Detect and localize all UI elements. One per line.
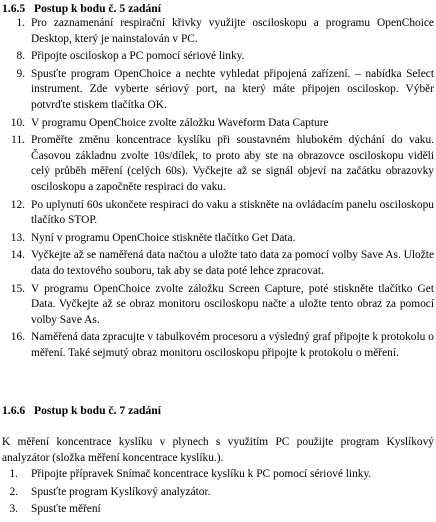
list-item — [0, 198, 436, 229]
list-item-number: 11. — [11, 134, 25, 147]
list-item-text: Po uplynutí 60s ukončete respiraci do vaku a stiskněte na ovládacím panelu osciloskopu tlačítko STOP. — [31, 198, 434, 227]
list-item-number: 1. — [16, 17, 25, 29]
list-item-number: 16. — [10, 331, 25, 344]
list-item-text: Vyčkejte až se naměřená data načtou a uložte tato data za pomocí volby Save As. Uložte data do textového souboru, tak aby se data poté lehce zpracovat. — [31, 249, 434, 277]
list-item — [0, 485, 436, 501]
list-item — [0, 282, 436, 329]
procedure-list-1 — [0, 16, 436, 363]
list-item — [0, 502, 436, 518]
list-item — [0, 16, 436, 47]
list-item — [0, 467, 436, 483]
list-item-text: Spusťte měření — [31, 503, 101, 516]
list-item — [0, 116, 436, 132]
list-item — [0, 133, 436, 195]
list-item-number: 1. — [9, 468, 18, 480]
list-item-text: Pro zaznamenání respirační křivky využijte osciloskopu a programu OpenChoice Desktop, který je nainstalován v PC. — [31, 17, 434, 45]
list-item-text: Naměřená data zpracujte v tabulkovém procesoru a výsledný graf připojte k protokolu o měření. Také sejmutý obraz monitoru osciloskopu připojte k protokolu o měření. — [31, 331, 434, 359]
list-item-text: V programu OpenChoice zvolte záložku Waveform Data Capture — [31, 116, 329, 129]
list-item-number: 15. — [10, 282, 25, 295]
list-item-number: 2. — [9, 485, 18, 498]
procedure-list-2 — [0, 467, 436, 520]
list-item — [0, 248, 436, 279]
section-number: 1.6.6 — [2, 404, 26, 417]
list-item-text: Připojte přípravek Snímač koncentrace kyslíku k PC pomocí sériové linky. — [31, 468, 372, 480]
list-item — [0, 231, 436, 247]
list-item — [0, 49, 436, 65]
list-item-number: 12. — [10, 198, 25, 211]
section-title: Postup k bodu č. 7 zadání — [34, 404, 161, 417]
list-item-number: 13. — [10, 231, 25, 244]
section-title: Postup k bodu č. 5 zadání — [34, 2, 161, 15]
section-number: 1.6.5 — [2, 2, 26, 15]
list-item-number: 8. — [16, 50, 25, 63]
list-item-number: 10. — [10, 116, 25, 129]
list-item-text: Spusťte program Kyslíkový analyzátor. — [31, 485, 211, 498]
list-item-text: Připojte osciloskop a PC pomocí sériové linky. — [31, 50, 245, 63]
list-item-number: 9. — [16, 67, 25, 80]
list-item-text: Proměřte změnu koncentrace kyslíku při soustavném hlubokém dýchání do vaku. Časovou základnu zvolte 10s/dílek, to proto aby ste na obrazovce osciloskopu viděli celý průběh měření (celých 60s). Vyčkejte až se signál objeví na začátku obrazovky osciloskopu a započněte respiraci do vaku. — [31, 134, 434, 193]
section-heading-1-6-6 — [0, 403, 161, 419]
list-item-number: 3. — [9, 503, 18, 516]
list-item-text: Nyní v programu OpenChoice stiskněte tlačítko Get Data. — [31, 231, 296, 244]
intro-paragraph: K měření koncentrace kyslíku v plynech s využitím PC použijte program Kyslíkový analyzátor (složka měření koncentrace kyslíku.). — [2, 436, 434, 464]
list-item-text: Spusťte program OpenChoice a nechte vyhledat připojená zařízení. – nabídka Select instrument. Zde vyberte sériový port, na který máte připojen osciloskop. Výběr potvrďte stiskem tlačítka OK. — [31, 67, 434, 111]
list-item-number: 14. — [10, 249, 25, 262]
list-item — [0, 67, 436, 114]
list-item-text: V programu OpenChoice zvolte záložku Screen Capture, poté stiskněte tlačítko Get Data. Vyčkejte až se obraz monitoru osciloskopu načte a uložte tento obraz za pomocí volby Save As. — [31, 282, 434, 326]
list-item — [0, 330, 436, 361]
section-heading-1-6-5 — [0, 1, 161, 17]
